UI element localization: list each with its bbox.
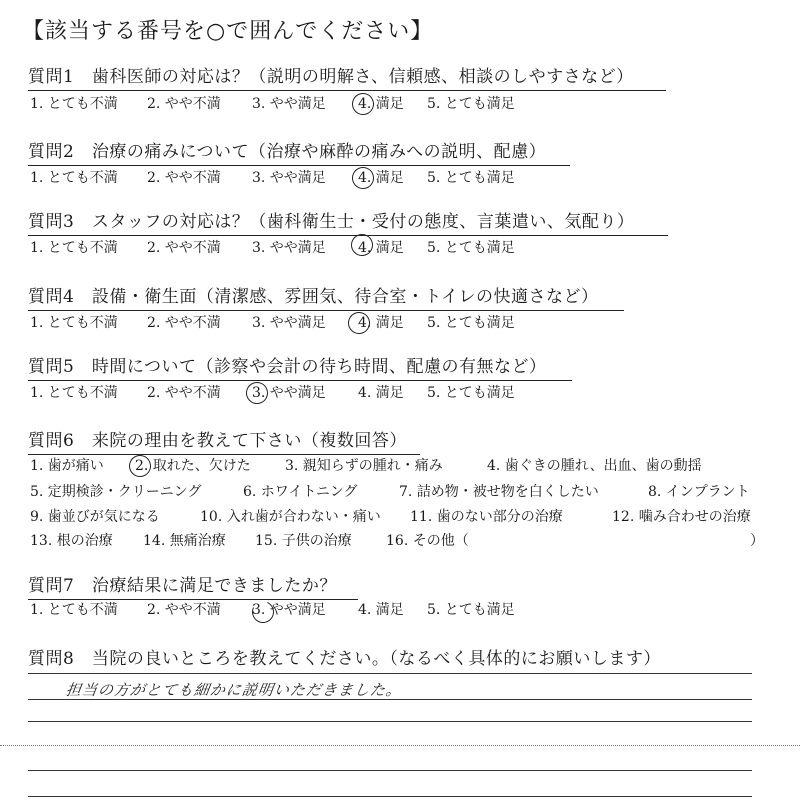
q5-option-2[interactable]: 2. やや不満 (147, 385, 221, 401)
page-fold-line (0, 745, 800, 746)
question-4-title: 質問4 設備・衛生面（清潔感、雰囲気、待合室・トイレの快適さなど） (28, 286, 624, 311)
q6-option-1[interactable]: 1. 歯が痛い (30, 458, 104, 474)
q1-option-5[interactable]: 5. とても満足 (427, 96, 515, 112)
q8-handwritten-answer[interactable]: 担当の方がとても細かに説明いただきました。 (64, 681, 404, 699)
q6-option-12[interactable]: 12. 噛み合わせの治療 (612, 509, 751, 525)
q2-option-2[interactable]: 2. やや不満 (147, 170, 221, 186)
q1-option-4[interactable]: 4. 満足 (358, 96, 404, 112)
q5-option-3[interactable]: 3. やや満足 (252, 385, 326, 401)
form-header: 【該当する番号を○で囲んでください】 (22, 19, 434, 44)
q5-option-5[interactable]: 5. とても満足 (427, 385, 515, 401)
q6-option-4[interactable]: 4. 歯ぐきの腫れ、出血、歯の動揺 (487, 458, 702, 474)
q2-option-1[interactable]: 1. とても不満 (30, 170, 118, 186)
answer-line-2 (28, 699, 752, 700)
q5-option-1[interactable]: 1. とても不満 (30, 385, 118, 401)
answer-line-5 (28, 796, 752, 797)
q3-option-2[interactable]: 2. やや不満 (147, 240, 221, 256)
q4-option-1[interactable]: 1. とても不満 (30, 315, 118, 331)
q6-option-15[interactable]: 15. 子供の治療 (255, 533, 352, 549)
question-7-title: 質問7 治療結果に満足できましたか？ (28, 575, 358, 600)
q2-option-5[interactable]: 5. とても満足 (427, 170, 515, 186)
q6-option-13[interactable]: 13. 根の治療 (30, 533, 113, 549)
q7-option-1[interactable]: 1. とても不満 (30, 602, 118, 618)
q4-option-4[interactable]: 4. 満足 (358, 315, 404, 331)
q3-option-1[interactable]: 1. とても不満 (30, 240, 118, 256)
question-8-title: 質問8 当院の良いところを教えてください。（なるべく具体的にお願いします） (28, 649, 661, 669)
question-6-title: 質問6 来院の理由を教えて下さい（複数回答） (28, 430, 420, 455)
answer-line-4 (28, 770, 752, 771)
q3-option-5[interactable]: 5. とても満足 (427, 240, 515, 256)
q6-option-6[interactable]: 6. ホワイトニング (243, 484, 358, 500)
answer-line-1 (28, 673, 752, 674)
q3-option-3[interactable]: 3. やや満足 (252, 240, 326, 256)
q6-option-11[interactable]: 11. 歯のない部分の治療 (410, 509, 563, 525)
q7-option-3[interactable]: 3. やや満足 (252, 602, 326, 618)
question-1-title: 質問1 歯科医師の対応は？（説明の明解さ、信頼感、相談のしやすさなど） (28, 66, 666, 91)
q6-option-5[interactable]: 5. 定期検診・クリーニング (30, 484, 202, 500)
question-5-title: 質問5 時間について（診察や会計の待ち時間、配慮の有無など） (28, 356, 572, 381)
question-2-title: 質問2 治療の痛みについて（治療や麻酔の痛みへの説明、配慮） (28, 141, 570, 166)
answer-line-3 (28, 721, 752, 722)
q6-other-close-paren: ） (750, 533, 764, 549)
q6-option-2[interactable]: 2. 取れた、欠けた (135, 458, 251, 474)
q4-option-3[interactable]: 3. やや満足 (252, 315, 326, 331)
q1-option-2[interactable]: 2. やや不満 (147, 96, 221, 112)
q1-option-1[interactable]: 1. とても不満 (30, 96, 118, 112)
q6-option-10[interactable]: 10. 入れ歯が合わない・痛い (200, 509, 381, 525)
q5-option-4[interactable]: 4. 満足 (358, 385, 404, 401)
q4-option-2[interactable]: 2. やや不満 (147, 315, 221, 331)
q6-option-14[interactable]: 14. 無痛治療 (143, 533, 226, 549)
q1-option-3[interactable]: 3. やや満足 (252, 96, 326, 112)
q7-option-2[interactable]: 2. やや不満 (147, 602, 221, 618)
question-3-title: 質問3 スタッフの対応は？（歯科衛生士・受付の態度、言葉遣い、気配り） (28, 211, 668, 236)
q4-option-5[interactable]: 5. とても満足 (427, 315, 515, 331)
q6-option-3[interactable]: 3. 親知らずの腫れ・痛み (285, 458, 443, 474)
q6-option-7[interactable]: 7. 詰め物・被せ物を白くしたい (399, 484, 599, 500)
q6-option-16[interactable]: 16. その他（ (386, 533, 469, 549)
q6-option-8[interactable]: 8. インプラント (648, 484, 750, 500)
q2-option-3[interactable]: 3. やや満足 (252, 170, 326, 186)
q6-option-9[interactable]: 9. 歯並びが気になる (30, 509, 160, 525)
q7-option-4[interactable]: 4. 満足 (358, 602, 404, 618)
q7-option-5[interactable]: 5. とても満足 (427, 602, 515, 618)
q3-option-4[interactable]: 4. 満足 (358, 240, 404, 256)
q2-option-4[interactable]: 4. 満足 (358, 170, 404, 186)
